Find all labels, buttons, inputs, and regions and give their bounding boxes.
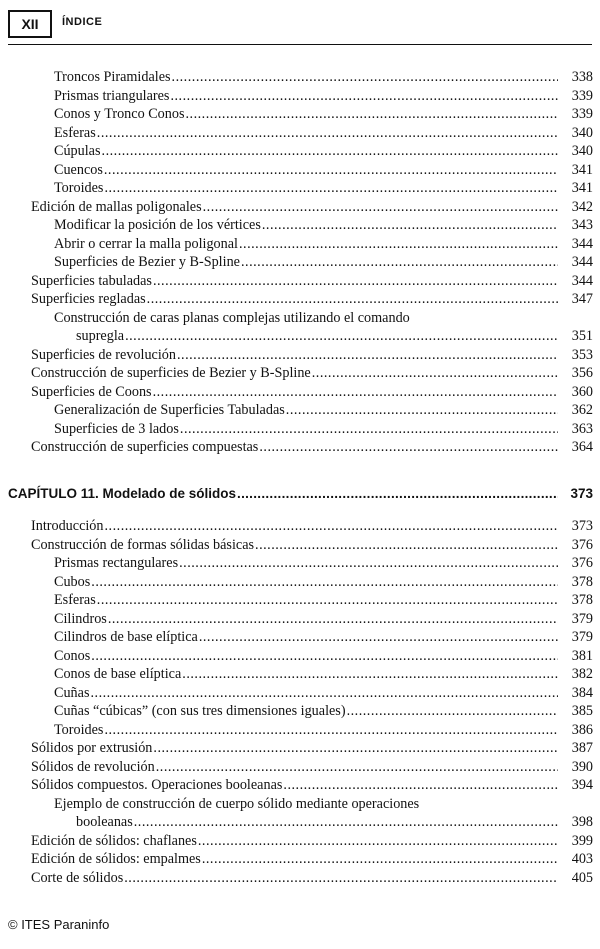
toc-entry-title: Sólidos compuestos. Operaciones booleanas xyxy=(31,777,283,793)
toc-page-number: 340 xyxy=(571,124,593,141)
page-number: XII xyxy=(8,10,52,38)
toc-page-number: 341 xyxy=(571,180,593,196)
dot-leader xyxy=(156,758,558,776)
toc-page-number: 387 xyxy=(571,740,593,756)
dot-leader xyxy=(104,179,558,197)
toc-entry-title: Prismas rectangulares xyxy=(54,555,179,571)
dot-leader xyxy=(170,87,558,105)
dot-leader xyxy=(182,665,558,683)
toc-page-number: 343 xyxy=(571,217,593,233)
toc-page-number: 341 xyxy=(571,161,593,178)
dot-leader xyxy=(180,420,558,438)
toc-page-number: 353 xyxy=(571,346,593,363)
dot-leader xyxy=(312,364,558,382)
toc-entry-title: Prismas triangulares xyxy=(54,87,170,104)
toc-entry-title: Superficies regladas xyxy=(31,291,146,307)
toc-entry-title: Construcción de superficies compuestas xyxy=(31,439,259,455)
toc-entry-title: Conos xyxy=(54,647,91,664)
dot-leader xyxy=(153,739,558,757)
toc-page-number: 398 xyxy=(571,814,593,830)
toc-entry-title: Edición de mallas poligonales xyxy=(31,198,202,215)
toc-entry-title: Cilindros xyxy=(54,610,107,627)
dot-leader xyxy=(239,235,558,253)
dot-leader xyxy=(91,573,558,591)
dot-leader xyxy=(199,628,558,646)
dot-leader xyxy=(177,346,558,364)
dot-leader xyxy=(255,536,558,554)
toc-entry-title: Abrir o cerrar la malla poligonal xyxy=(54,235,238,252)
dot-leader xyxy=(262,216,558,234)
toc-page-number: 338 xyxy=(571,69,593,85)
toc-entry-title: Cilindros de base elíptica xyxy=(54,629,198,645)
toc-page-number: 378 xyxy=(571,573,593,590)
dot-leader xyxy=(283,776,558,794)
toc-page-number: 344 xyxy=(571,272,593,289)
dot-leader xyxy=(198,832,558,850)
toc-entry-title: Superficies de Bezier y B-Spline xyxy=(54,254,240,270)
toc-entry-title: Construcción de superficies de Bezier y B-Spline xyxy=(31,365,311,381)
footer-copyright: © ITES Paraninfo xyxy=(8,917,110,932)
toc-page-number: 378 xyxy=(571,592,593,608)
dot-leader xyxy=(97,591,558,609)
toc-entry-title: Corte de sólidos xyxy=(31,869,124,886)
dot-leader xyxy=(125,327,558,345)
dot-leader xyxy=(147,290,558,308)
toc-entry-title: Cuencos xyxy=(54,161,103,178)
toc-page-number: 351 xyxy=(571,328,593,344)
toc-page-number: 344 xyxy=(571,235,593,252)
toc-page-number: 382 xyxy=(571,666,593,682)
toc-entry-title: Toroides xyxy=(54,721,104,738)
dot-leader xyxy=(134,813,558,831)
toc-page-number: 376 xyxy=(571,536,593,553)
toc-entry-title: Cuñas xyxy=(54,684,90,701)
toc-entry-title: booleanas xyxy=(76,814,133,830)
toc-page-number: 384 xyxy=(571,684,593,701)
toc-page-number: 379 xyxy=(571,610,593,627)
toc-page-number: 347 xyxy=(571,291,593,307)
toc-page-number: 386 xyxy=(571,721,593,738)
dot-leader xyxy=(97,124,558,142)
running-title: ÍNDICE xyxy=(62,16,103,28)
toc-page-number: 373 xyxy=(570,485,593,501)
dot-leader xyxy=(91,647,558,665)
toc-entry-title: supregla xyxy=(76,328,125,344)
dot-leader xyxy=(203,198,558,216)
dot-leader xyxy=(104,721,558,739)
toc-entry-title: Esferas xyxy=(54,592,96,608)
toc-page-number: 360 xyxy=(571,383,593,400)
dot-leader xyxy=(153,272,558,290)
toc-page-number: 364 xyxy=(571,439,593,455)
toc-entry-title: Edición de sólidos: empalmes xyxy=(31,851,201,867)
toc-entry-title: Modificar la posición de los vértices xyxy=(54,217,261,233)
toc-page-number: 342 xyxy=(571,198,593,215)
toc-entry-title: Toroides xyxy=(54,180,104,196)
toc-page-number: 362 xyxy=(571,402,593,418)
toc-entry-title: Troncos Piramidales xyxy=(54,69,171,85)
toc-entry-title: Sólidos de revolución xyxy=(31,758,155,775)
toc-entry-title: Generalización de Superficies Tabuladas xyxy=(54,402,285,418)
toc-page-number: 405 xyxy=(571,869,593,886)
toc-page-number: 376 xyxy=(571,555,593,571)
dot-leader xyxy=(108,610,558,628)
toc-page-number: 340 xyxy=(571,143,593,159)
toc-page-number: 363 xyxy=(571,420,593,437)
toc-entry-title: Cuñas “cúbicas” (con sus tres dimensiones iguales) xyxy=(54,703,346,719)
toc-entry-title: Construcción de formas sólidas básicas xyxy=(31,536,255,553)
toc-page-number: 379 xyxy=(571,629,593,645)
toc-entry-title: Superficies de 3 lados xyxy=(54,420,179,437)
dot-leader xyxy=(179,554,558,572)
toc-entry-title: Construcción de caras planas complejas utilizando el comando xyxy=(54,309,410,326)
toc-entry-title: Superficies tabuladas xyxy=(31,272,152,289)
toc-page-number: 385 xyxy=(571,703,593,719)
toc-page-number: 339 xyxy=(571,87,593,104)
toc-entry-title: Conos y Tronco Conos xyxy=(54,106,185,122)
dot-leader xyxy=(124,869,558,887)
toc-entry-title: Ejemplo de construcción de cuerpo sólido mediante operaciones xyxy=(54,795,420,812)
toc-entry-title: Cúpulas xyxy=(54,143,101,159)
toc-entry-title: Introducción xyxy=(31,518,104,534)
dot-leader xyxy=(237,485,558,503)
dot-leader xyxy=(185,105,558,123)
toc-entry-title: CAPÍTULO 11. Modelado de sólidos xyxy=(8,485,237,501)
toc-page-number: 356 xyxy=(571,365,593,381)
toc-page-number: 394 xyxy=(571,777,593,793)
toc-page-number: 390 xyxy=(571,758,593,775)
dot-leader xyxy=(259,438,558,456)
dot-leader xyxy=(347,702,558,720)
toc-page-number: 399 xyxy=(571,832,593,849)
toc-entry-title: Esferas xyxy=(54,124,96,141)
toc-page-number: 339 xyxy=(571,106,593,122)
toc-page-number: 403 xyxy=(571,851,593,867)
dot-leader xyxy=(105,517,559,535)
toc-entry-title: Conos de base elíptica xyxy=(54,666,182,682)
toc-entry-title: Edición de sólidos: chaflanes xyxy=(31,832,197,849)
toc-page-number: 373 xyxy=(571,518,593,534)
dot-leader xyxy=(102,142,558,160)
toc-entry-title: Sólidos por extrusión xyxy=(31,740,153,756)
dot-leader xyxy=(241,253,558,271)
dot-leader xyxy=(202,850,558,868)
dot-leader xyxy=(286,401,558,419)
dot-leader xyxy=(90,684,558,702)
toc-entry-title: Superficies de Coons xyxy=(31,383,152,400)
toc-entry-title: Cubos xyxy=(54,573,91,590)
dot-leader xyxy=(172,68,558,86)
toc-page-number: 344 xyxy=(571,254,593,270)
dot-leader xyxy=(104,161,558,179)
toc-page-number: 381 xyxy=(571,647,593,664)
toc-entry-title: Superficies de revolución xyxy=(31,346,176,363)
dot-leader xyxy=(153,383,558,401)
